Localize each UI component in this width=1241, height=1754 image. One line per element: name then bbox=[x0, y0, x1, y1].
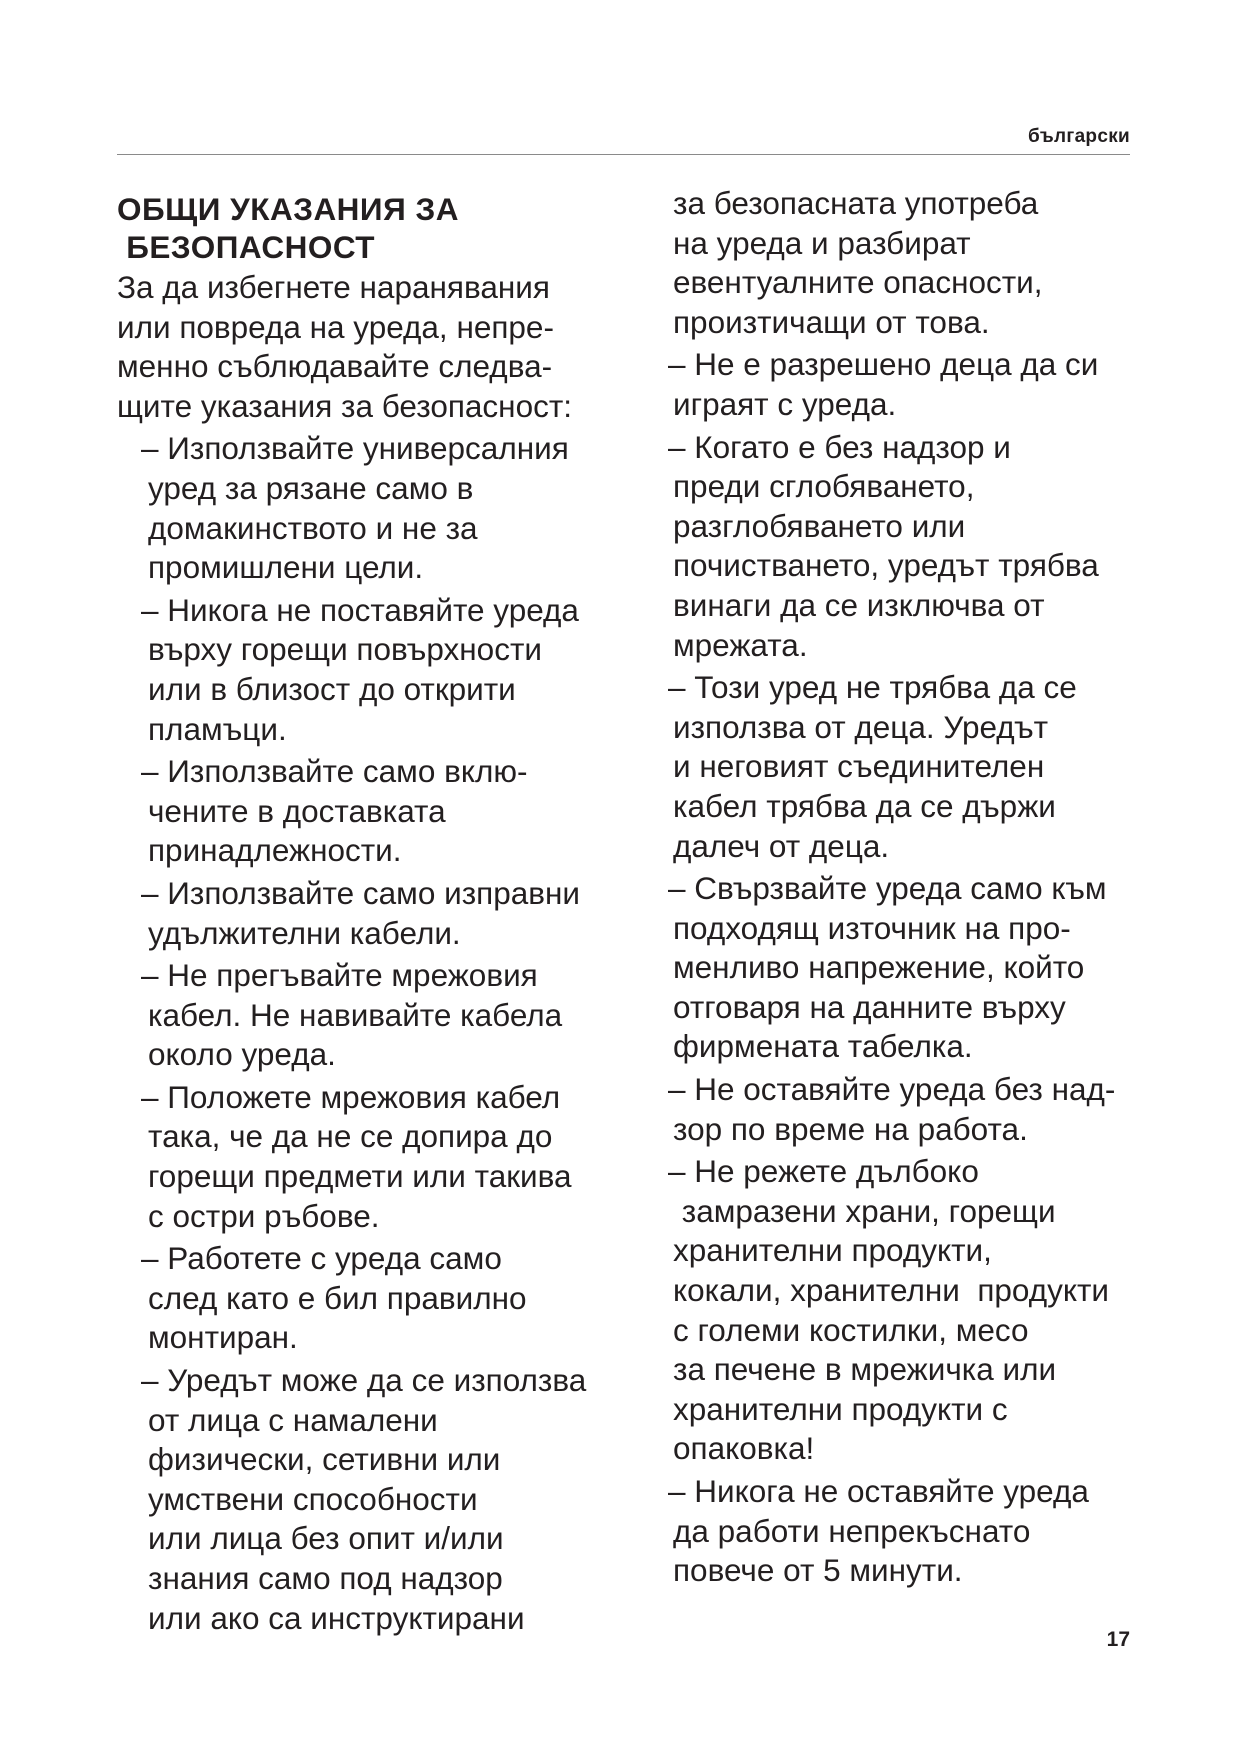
safety-item bbox=[117, 591, 637, 749]
safety-item-first-line: – Никога не оставяйте уреда bbox=[668, 1473, 1089, 1509]
safety-item-line: хранителни продукти, bbox=[673, 1232, 992, 1269]
safety-item-first-line: – Използвайте само изправни bbox=[141, 874, 580, 911]
safety-item-line: отговаря на данните върху bbox=[673, 988, 1066, 1025]
lead-line: на уреда и разбират bbox=[673, 224, 971, 261]
safety-item-line: знания само под надзор bbox=[148, 1560, 503, 1596]
safety-item-line: физически, сетивни или bbox=[148, 1441, 501, 1478]
safety-item bbox=[117, 1078, 637, 1236]
safety-item-line: фирмената табелка. bbox=[673, 1028, 973, 1065]
intro-line: или повреда на уреда, непре- bbox=[117, 308, 554, 345]
safety-item-line: далеч от деца. bbox=[673, 827, 890, 864]
lead-line: евентуалните опасности, bbox=[673, 264, 1043, 301]
safety-item-line: или в близост до открити bbox=[148, 670, 516, 707]
safety-item-line: кабел трябва да се държи bbox=[673, 787, 1056, 824]
safety-item-line: опаковка! bbox=[673, 1430, 815, 1467]
safety-item bbox=[668, 1472, 1138, 1591]
safety-item-line: монтиран. bbox=[148, 1319, 298, 1356]
safety-item-line: върху горещи повърхности bbox=[148, 631, 542, 668]
safety-item-line: и неговият съединителен bbox=[673, 748, 1045, 785]
safety-item-line: подходящ източник на про- bbox=[673, 909, 1071, 946]
right-safety-list bbox=[668, 345, 1138, 1590]
safety-item-line: кокали, хранителни продукти bbox=[673, 1272, 1110, 1309]
safety-item-line: с големи костилки, месо bbox=[673, 1311, 1029, 1348]
safety-item-line: кабел. Не навивайте кабела bbox=[148, 996, 563, 1033]
continued-paragraph bbox=[668, 184, 1138, 342]
safety-item-line: чените в доставката bbox=[148, 792, 446, 829]
safety-item bbox=[668, 668, 1138, 866]
intro-paragraph bbox=[117, 268, 637, 426]
safety-item-first-line: – Свързвайте уреда само към bbox=[668, 870, 1107, 907]
section-title bbox=[117, 190, 637, 266]
title-line: БЕЗОПАСНОСТ bbox=[117, 229, 376, 265]
safety-item-line: играят с уреда. bbox=[673, 385, 897, 422]
safety-item-line: почистването, уредът трябва bbox=[673, 547, 1099, 584]
safety-item bbox=[117, 956, 637, 1075]
header-language: български bbox=[1028, 126, 1130, 147]
safety-item-first-line: – Използвайте само вклю- bbox=[141, 753, 528, 790]
safety-item-line: така, че да не се допира до bbox=[148, 1118, 553, 1155]
safety-item-line: след като е бил правилно bbox=[148, 1279, 527, 1316]
safety-item-line: хранителни продукти с bbox=[673, 1390, 1008, 1427]
safety-item-line: винаги да се изключва от bbox=[673, 586, 1045, 623]
left-safety-list bbox=[117, 429, 637, 1638]
safety-item-line: да работи непрекъснато bbox=[673, 1512, 1031, 1549]
safety-item bbox=[668, 428, 1138, 666]
intro-line: менно съблюдавайте следва- bbox=[117, 348, 553, 385]
safety-item bbox=[117, 1239, 637, 1358]
safety-item bbox=[117, 752, 637, 871]
safety-item-first-line: – Не оставяйте уреда без над- bbox=[668, 1071, 1116, 1108]
left-column bbox=[117, 184, 637, 1638]
safety-item-line: разглобяването или bbox=[673, 507, 966, 544]
safety-item-line: менливо напрежение, който bbox=[673, 949, 1085, 986]
safety-item-line: умствени способности bbox=[148, 1480, 478, 1517]
safety-item-first-line: – Не режете дълбоко bbox=[668, 1153, 979, 1190]
safety-item-line: домакинството и не за bbox=[148, 509, 478, 546]
lead-line: произтичащи от това. bbox=[673, 303, 990, 340]
safety-item-line: пламъци. bbox=[148, 710, 287, 747]
safety-item-line: удължителни кабели. bbox=[148, 914, 461, 951]
safety-item-first-line: – Не е разрешено деца да си bbox=[668, 346, 1099, 383]
lead-line: за безопасната употреба bbox=[673, 185, 1039, 221]
safety-item-line: използва от деца. Уредът bbox=[673, 708, 1049, 745]
safety-item-line: от лица с намалени bbox=[148, 1401, 438, 1438]
safety-item-line: мрежата. bbox=[673, 626, 808, 663]
safety-item-line: горещи предмети или такива bbox=[148, 1158, 572, 1195]
safety-item bbox=[117, 1361, 637, 1638]
intro-line: За да избегнете наранявания bbox=[117, 269, 550, 305]
safety-item-line: за печене в мрежичка или bbox=[673, 1351, 1057, 1388]
header-divider bbox=[117, 154, 1130, 155]
safety-item-line: преди сглобяването, bbox=[673, 468, 975, 505]
safety-item-line: замразени храни, горещи bbox=[673, 1192, 1056, 1229]
safety-item-first-line: – Когато е без надзор и bbox=[668, 428, 1011, 465]
safety-item-line: зор по време на работа. bbox=[673, 1110, 1028, 1147]
intro-line: щите указания за безопасност: bbox=[117, 387, 573, 424]
safety-item-first-line: – Този уред не трябва да се bbox=[668, 669, 1077, 706]
safety-item-first-line: – Използвайте универсалния bbox=[141, 430, 569, 467]
safety-item-line: уред за рязане само в bbox=[148, 469, 474, 506]
safety-item-first-line: – Никога не поставяйте уреда bbox=[141, 591, 579, 628]
safety-item-line: или ако са инструктирани bbox=[148, 1599, 525, 1636]
safety-item-line: или лица без опит и/или bbox=[148, 1520, 504, 1557]
safety-item-line: принадлежности. bbox=[148, 832, 402, 869]
safety-item-line: повече от 5 минути. bbox=[673, 1552, 963, 1589]
safety-item bbox=[668, 1152, 1138, 1469]
safety-item-line: промишлени цели. bbox=[148, 549, 424, 586]
safety-item-first-line: – Работете с уреда само bbox=[141, 1240, 502, 1277]
page-number: 17 bbox=[1106, 1628, 1130, 1651]
safety-item-first-line: – Положете мрежовия кабел bbox=[141, 1078, 561, 1115]
safety-item-line: около уреда. bbox=[148, 1036, 336, 1073]
safety-item bbox=[668, 869, 1138, 1067]
safety-item-line: с остри ръбове. bbox=[148, 1197, 380, 1234]
safety-item bbox=[117, 874, 637, 953]
right-column bbox=[668, 184, 1138, 1591]
safety-item-first-line: – Уредът може да се използва bbox=[141, 1362, 587, 1399]
safety-item bbox=[668, 345, 1138, 424]
title-line: ОБЩИ УКАЗАНИЯ ЗА bbox=[117, 191, 459, 227]
safety-item bbox=[117, 429, 637, 587]
safety-item bbox=[668, 1070, 1138, 1149]
safety-item-first-line: – Не прегъвайте мрежовия bbox=[141, 957, 538, 994]
